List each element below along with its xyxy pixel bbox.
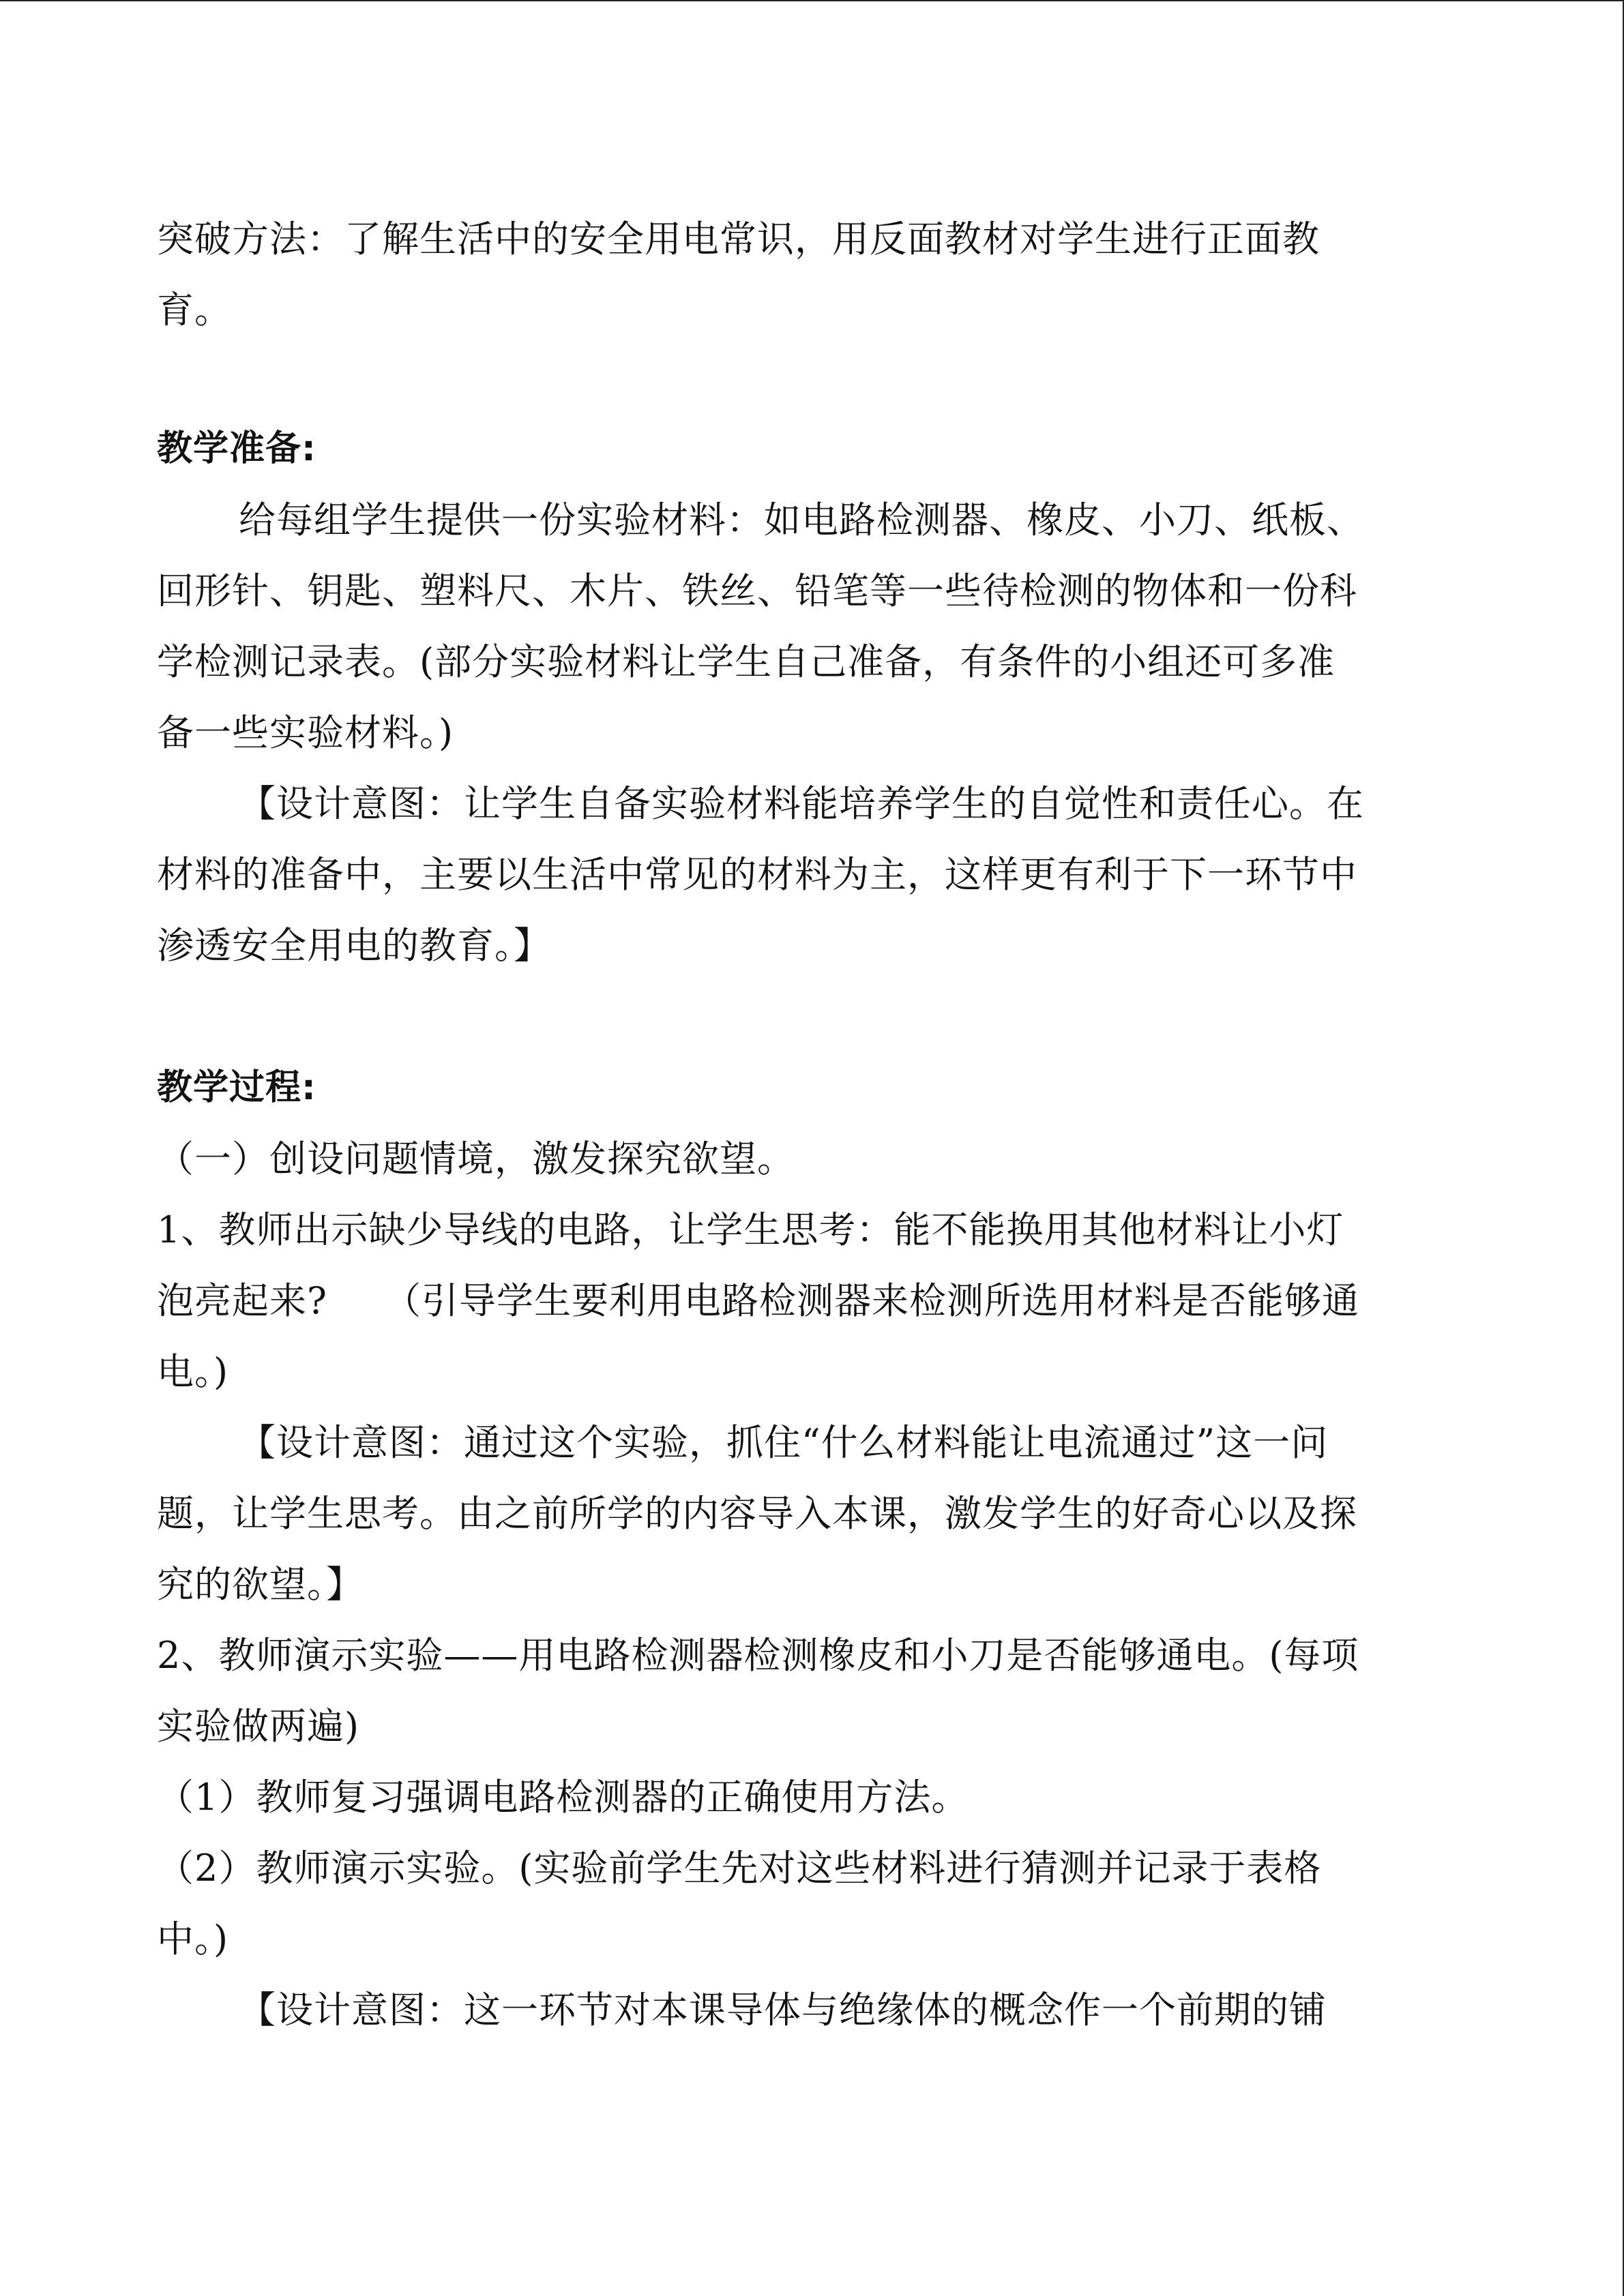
design-intent-line: 【设计意图：让学生自备实验材料能培养学生的自觉性和责任心。在 xyxy=(239,782,1364,825)
paragraph-line: （2）教师演示实验。(实验前学生先对这些材料进行猜测并记录于表格 xyxy=(157,1847,1322,1890)
paragraph-line: 学检测记录表。(部分实验材料让学生自己准备，有条件的小组还可多准 xyxy=(157,640,1335,683)
paragraph-line: 育。 xyxy=(157,288,232,331)
paragraph-line: 中。) xyxy=(157,1918,229,1960)
design-intent-line: 究的欲望。】 xyxy=(157,1563,364,1606)
section-heading-preparation: 教学准备: xyxy=(157,428,316,469)
design-intent-line: 【设计意图：通过这个实验，抓住“什么材料能让电流通过”这一问 xyxy=(239,1421,1329,1464)
section-heading-process: 教学过程: xyxy=(157,1067,316,1108)
design-intent-line: 材料的准备中，主要以生活中常见的材料为主，这样更有利于下一环节中 xyxy=(157,853,1357,896)
paragraph-line: 回形针、钥匙、塑料尺、木片、铁丝、铅笔等一些待检测的物体和一份科 xyxy=(157,569,1357,612)
paragraph-line: 泡亮起来? （引导学生要利用电路检测器来检测所选用材料是否能够通 xyxy=(157,1279,1359,1322)
paragraph-line: 1、教师出示缺少导线的电路，让学生思考：能不能换用其他材料让小灯 xyxy=(157,1208,1344,1251)
paragraph-line: 突破方法：了解生活中的安全用电常识，用反面教材对学生进行正面教 xyxy=(157,218,1320,260)
paragraph-line: （一）创设问题情境，激发探究欲望。 xyxy=(157,1137,795,1180)
paragraph-line: 实验做两遍) xyxy=(157,1705,360,1748)
paragraph-line: （1）教师复习强调电路检测器的正确使用方法。 xyxy=(157,1776,969,1819)
design-intent-line: 【设计意图：这一环节对本课导体与绝缘体的概念作一个前期的铺 xyxy=(239,1988,1327,2031)
design-intent-line: 渗透安全用电的教育。】 xyxy=(157,924,551,967)
paragraph-line: 电。) xyxy=(157,1350,229,1393)
design-intent-line: 题，让学生思考。由之前所学的内容导入本课，激发学生的好奇心以及探 xyxy=(157,1492,1357,1535)
paragraph-line: 给每组学生提供一份实验材料：如电路检测器、橡皮、小刀、纸板、 xyxy=(239,498,1364,541)
paragraph-line: 2、教师演示实验——用电路检测器检测橡皮和小刀是否能够通电。(每项 xyxy=(157,1634,1359,1677)
paragraph-line: 备一些实验材料。) xyxy=(157,711,454,754)
